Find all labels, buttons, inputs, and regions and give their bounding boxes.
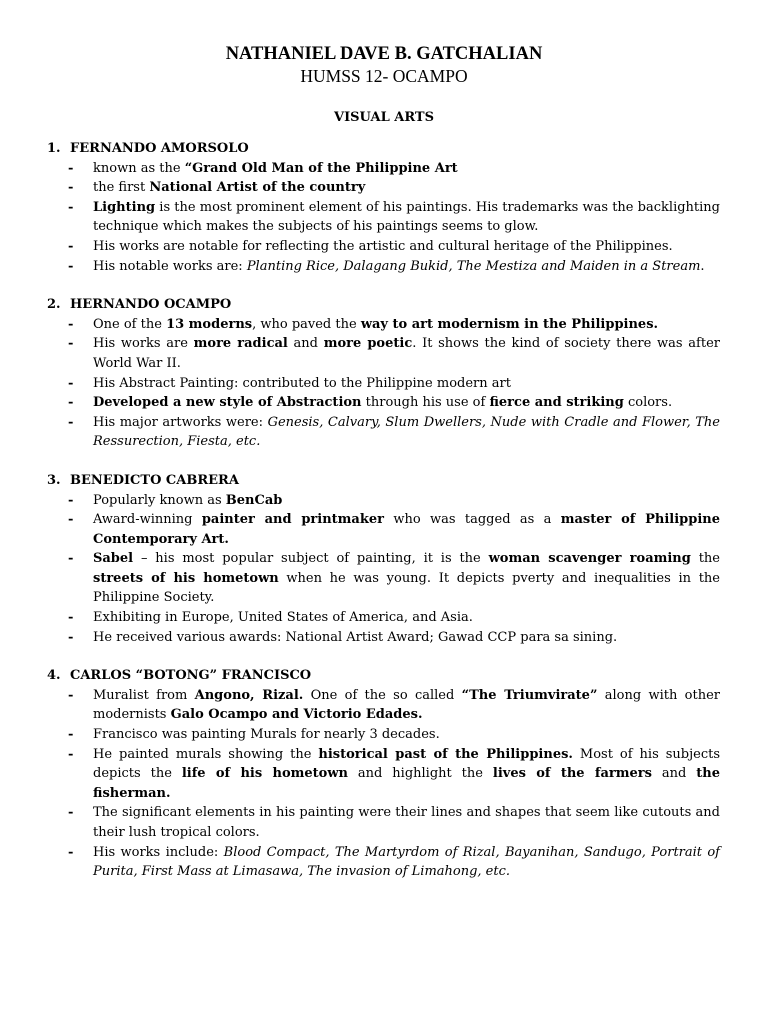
text-run: Galo Ocampo and Victorio Edades. xyxy=(170,707,423,723)
bullet-item xyxy=(47,159,720,179)
text-run: Planting Rice, Dalagang Bukid, The Mestiza and Maiden in a Stream xyxy=(246,258,701,274)
artist-sections xyxy=(0,139,768,882)
subject-title: VISUAL ARTS xyxy=(334,110,434,125)
bullet-text xyxy=(93,393,720,413)
bullet-item xyxy=(47,628,720,648)
bullet-text xyxy=(93,257,720,277)
bullet-text xyxy=(93,198,720,237)
text-run: Award-winning xyxy=(93,512,202,528)
text-run: Sabel xyxy=(93,551,134,567)
bullet-dash: - xyxy=(68,336,74,352)
bullet-dash: - xyxy=(68,375,74,391)
bullet-dash: - xyxy=(68,746,74,762)
text-run: . It shows the kind of society there was after World War II. xyxy=(93,336,720,371)
bullet-text xyxy=(93,843,720,882)
section-title: BENEDICTO CABRERA xyxy=(70,472,239,488)
text-run: “Grand Old Man of the Philippine Art xyxy=(184,160,458,176)
artist-section xyxy=(47,471,720,647)
bullet-dash: - xyxy=(68,844,74,860)
text-run: He received various awards: National Artist Award; Gawad CCP para sa sining. xyxy=(93,629,618,645)
bullet-item xyxy=(47,843,720,882)
bullet-dash: - xyxy=(68,180,74,196)
text-run: life of his hometown xyxy=(181,766,348,782)
bullet-item xyxy=(47,510,720,549)
section-heading xyxy=(47,295,720,315)
text-run: “The Triumvirate” xyxy=(461,687,598,703)
bullet-text xyxy=(93,510,720,549)
bullet-list xyxy=(47,686,720,882)
text-run: more poetic xyxy=(323,336,413,352)
bullet-text xyxy=(93,413,720,452)
bullet-dash: - xyxy=(68,551,74,567)
bullet-dash: - xyxy=(68,199,74,215)
text-run: 13 moderns xyxy=(166,316,253,332)
text-run: – his most popular subject of painting, it is the xyxy=(133,551,489,567)
bullet-item xyxy=(47,198,720,237)
bullet-item xyxy=(47,393,720,413)
artist-section xyxy=(47,139,720,276)
section-title: HERNANDO OCAMPO xyxy=(70,297,232,313)
text-run: , who paved the xyxy=(252,316,361,332)
bullet-text xyxy=(93,725,720,745)
bullet-item xyxy=(47,413,720,452)
bullet-item xyxy=(47,257,720,277)
text-run: His notable works are: xyxy=(93,258,247,274)
text-run: The significant elements in his painting were their lines and shapes that seem like cutouts and their lush tropical colors. xyxy=(93,805,720,840)
text-run: the fisherman. xyxy=(93,766,720,801)
text-run: and xyxy=(651,766,697,782)
class-section: HUMSS 12- OCAMPO xyxy=(300,66,468,86)
text-run: Exhibiting in Europe, United States of America, and Asia. xyxy=(93,610,473,626)
text-run: Most of his subjects depicts the xyxy=(93,746,721,782)
text-run: BenCab xyxy=(225,492,283,508)
text-run: woman scavenger roaming xyxy=(488,551,691,567)
text-run: the first xyxy=(93,180,150,196)
bullet-dash: - xyxy=(68,258,74,274)
text-run: more radical xyxy=(193,336,288,352)
bullet-dash: - xyxy=(68,512,74,528)
bullet-item xyxy=(47,549,720,608)
bullet-item xyxy=(47,178,720,198)
bullet-text xyxy=(93,803,720,842)
text-run: lives of the farmers xyxy=(492,766,652,782)
text-run: Muralist from xyxy=(93,687,195,703)
text-run: is the most prominent element of his paintings. His trademarks was the backlighting technique which makes the subjects of his paintings seems to glow. xyxy=(93,199,720,235)
bullet-dash: - xyxy=(68,492,74,508)
bullet-dash: - xyxy=(68,238,74,254)
text-run: when he was young. It depicts pverty and inequalities in the Philippine Society. xyxy=(93,570,720,606)
artist-section xyxy=(47,295,720,452)
text-run: His major artworks were: xyxy=(93,414,268,430)
text-run: and xyxy=(287,336,324,352)
section-number: 3. xyxy=(47,472,61,488)
artist-section xyxy=(47,666,720,882)
text-run: painter and printmaker xyxy=(201,512,384,528)
bullet-text xyxy=(93,374,720,394)
text-run: Developed a new style of Abstraction xyxy=(93,395,362,411)
text-run: who was tagged as a xyxy=(383,512,561,528)
section-number: 2. xyxy=(47,297,61,313)
bullet-text xyxy=(93,491,720,511)
bullet-text xyxy=(93,315,720,335)
section-heading xyxy=(47,471,720,491)
bullet-list xyxy=(47,159,720,277)
text-run: His works are xyxy=(93,336,194,352)
text-run: . xyxy=(700,258,705,274)
text-run: known as the xyxy=(93,160,185,176)
bullet-text xyxy=(93,549,720,608)
author-name: NATHANIEL DAVE B. GATCHALIAN xyxy=(225,44,543,64)
text-run: along with other modernists xyxy=(93,687,720,723)
text-run: One of the xyxy=(93,316,167,332)
text-run: and highlight the xyxy=(347,766,493,782)
bullet-text xyxy=(93,334,720,373)
bullet-dash: - xyxy=(68,160,74,176)
document-header xyxy=(0,0,768,127)
bullet-item xyxy=(47,725,720,745)
text-run: way to art modernism in the Philippines. xyxy=(360,316,659,332)
bullet-dash: - xyxy=(68,727,74,743)
bullet-dash: - xyxy=(68,805,74,821)
text-run: Popularly known as xyxy=(93,492,226,508)
bullet-item xyxy=(47,491,720,511)
text-run: Francisco was painting Murals for nearly 3 decades. xyxy=(93,727,440,743)
bullet-item xyxy=(47,745,720,804)
text-run: Blood Compact, The Martyrdom of Rizal, Bayanihan, Sandugo, Portrait of Purita, First Mass at Limasawa, The invasion of Limahong, etc. xyxy=(93,844,720,880)
bullet-text xyxy=(93,159,720,179)
bullet-list xyxy=(47,315,720,452)
text-run: One of the so called xyxy=(303,687,462,703)
text-run: through his use of xyxy=(361,395,490,411)
section-title: FERNANDO AMORSOLO xyxy=(70,141,249,156)
bullet-dash: - xyxy=(68,687,74,703)
text-run: National Artist of the country xyxy=(149,180,366,196)
bullet-dash: - xyxy=(68,610,74,626)
section-heading xyxy=(47,139,720,159)
bullet-list xyxy=(47,491,720,648)
section-heading xyxy=(47,666,720,686)
bullet-text xyxy=(93,237,720,257)
text-run: streets of his hometown xyxy=(93,570,279,586)
bullet-dash: - xyxy=(68,395,74,411)
text-run: historical past of the Philippines. xyxy=(318,746,573,762)
bullet-dash: - xyxy=(68,629,74,645)
bullet-item xyxy=(47,686,720,725)
section-title: CARLOS “BOTONG” FRANCISCO xyxy=(70,668,312,684)
bullet-item xyxy=(47,803,720,842)
text-run: colors. xyxy=(623,395,673,411)
text-run: His works are notable for reflecting the artistic and cultural heritage of the Philippines. xyxy=(93,238,673,254)
text-run: He painted murals showing the xyxy=(93,746,319,762)
text-run: Genesis, Calvary, Slum Dwellers, Nude with Cradle and Flower, The Ressurection, Fiesta, etc. xyxy=(93,414,720,450)
bullet-text xyxy=(93,608,720,628)
section-number: 1. xyxy=(47,141,61,156)
text-run: master of Philippine Contemporary Art. xyxy=(93,512,720,547)
bullet-dash: - xyxy=(68,414,74,430)
bullet-item xyxy=(47,315,720,335)
bullet-item xyxy=(47,374,720,394)
text-run: fierce and striking xyxy=(489,395,624,411)
bullet-text xyxy=(93,628,720,648)
bullet-text xyxy=(93,745,720,804)
text-run: Lighting xyxy=(93,199,156,215)
bullet-item xyxy=(47,334,720,373)
text-run: the xyxy=(690,551,720,567)
section-number: 4. xyxy=(47,668,61,684)
text-run: His works include: xyxy=(93,844,224,860)
text-run: His Abstract Painting: contributed to the Philippine modern art xyxy=(93,375,511,391)
bullet-text xyxy=(93,178,720,198)
bullet-dash: - xyxy=(68,316,74,332)
bullet-item xyxy=(47,237,720,257)
text-run: Angono, Rizal. xyxy=(194,687,304,703)
bullet-item xyxy=(47,608,720,628)
bullet-text xyxy=(93,686,720,725)
